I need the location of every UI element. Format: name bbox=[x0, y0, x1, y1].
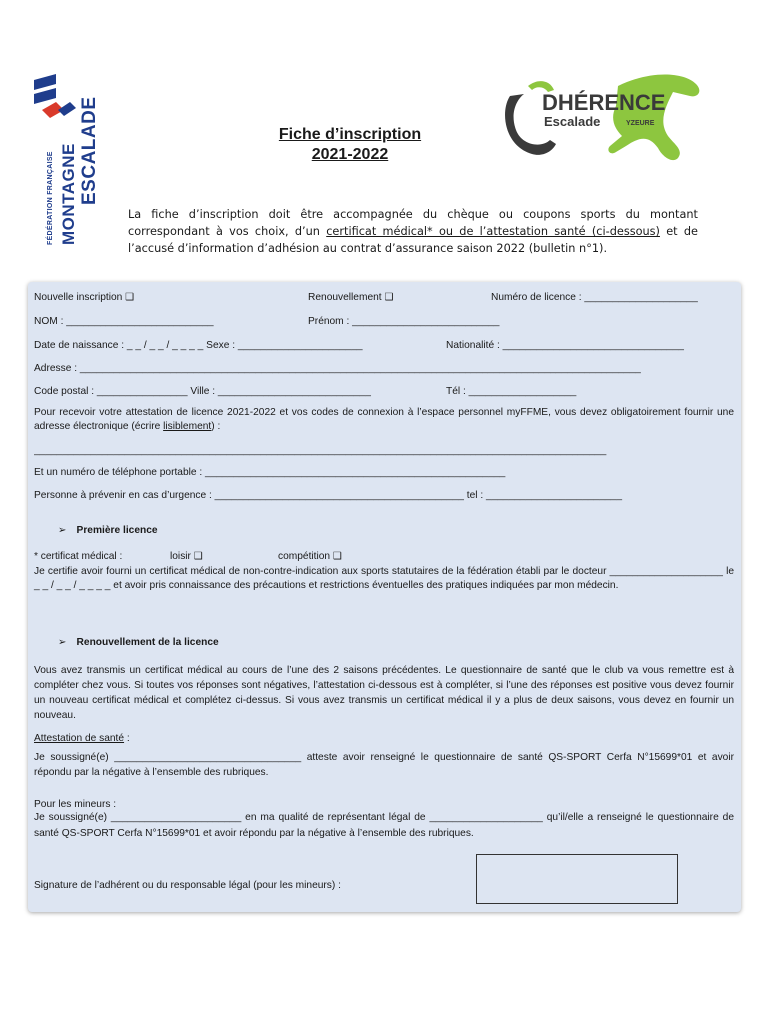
intro-paragraph bbox=[128, 206, 698, 257]
competition-checkbox[interactable]: compétition ❑ bbox=[278, 551, 343, 562]
premiere-licence-title: Première licence bbox=[76, 525, 158, 536]
page-title bbox=[230, 125, 470, 165]
intro-part-1: La fiche d’inscription doit être accompagnée du chèque ou coupons sports du montant correspondant à vos choix, d’un bbox=[128, 208, 698, 238]
certificat-medical-label: * certificat médical : bbox=[34, 551, 123, 562]
email-text-before: Pour recevoir votre attestation de licence 2021-2022 et vos codes de connexion à l’espace personnel myFFME, vous devez obligatoirement fournir une adresse électronique (écrire bbox=[34, 407, 734, 432]
title-line-2: 2021-2022 bbox=[311, 146, 389, 163]
renouvellement-title: Renouvellement de la licence bbox=[76, 637, 219, 648]
email-field[interactable]: _____________________________________________________________________________________________________ bbox=[34, 445, 607, 456]
attestation-text: Je soussigné(e) _________________________________ atteste avoir renseigné le questionnaire de santé QS-SPORT Cerfa N°15699*01 et avoir répondu par la négative à l’ensemble des rubriques. bbox=[34, 752, 734, 778]
adherence-logo bbox=[498, 66, 708, 166]
ffme-line-3: ESCALADE bbox=[79, 96, 100, 205]
attestation-heading bbox=[34, 732, 130, 745]
ffme-line-1: FÉDÉRATION FRANÇAISE bbox=[47, 151, 54, 245]
premiere-licence-heading bbox=[58, 525, 158, 536]
telephone-portable-field[interactable]: Et un numéro de téléphone portable : _____________________________________________________ bbox=[34, 467, 506, 478]
attestation-title: Attestation de santé bbox=[34, 733, 125, 744]
attestation-colon: : bbox=[124, 733, 130, 744]
adherence-place: YZEURE bbox=[626, 120, 655, 127]
code-postal-ville-field[interactable]: Code postal : ________________ Ville : ___________________________ bbox=[34, 386, 371, 397]
title-line-1: Fiche d’inscription bbox=[278, 126, 422, 143]
adherence-name: DHÉRENCE bbox=[542, 90, 666, 115]
renouvellement-text: Vous avez transmis un certificat médical au cours de l’une des 2 saisons précédentes. Le questionnaire de santé que le club va vous remettre est à compléter chez vous. Si toutes vos réponses sont négatives, l’attestation ci-dessous est à compléter, si l’une des réponses est positive vous devez fournir un nouveau certificat médical et complétez ci-dessus. Si vous avez transmis un certificat médical il y a plus de deux saisons, vous devez en fournir un nouveau. bbox=[34, 665, 734, 721]
signature-box[interactable] bbox=[476, 854, 678, 904]
form-panel bbox=[28, 282, 741, 912]
arrow-icon: ➢ bbox=[58, 637, 67, 648]
adherence-sub: Escalade bbox=[544, 114, 601, 129]
intro-underlined: certificat médical* ou de l’attestation santé (ci-dessous) bbox=[326, 225, 660, 238]
renouvellement-heading bbox=[58, 637, 219, 648]
personne-prevenir-field[interactable]: Personne à prévenir en cas d’urgence : ____________________________________________ tel : ________________________ bbox=[34, 490, 623, 501]
email-instructions bbox=[34, 406, 734, 433]
tel-field[interactable]: Tél : ___________________ bbox=[446, 386, 577, 397]
ffme-text-block bbox=[40, 40, 110, 245]
nom-field[interactable]: NOM : __________________________ bbox=[34, 316, 214, 327]
intro-part-2: et de l’accusé d’information d’adhésion au contrat d’assurance saison 2022 (bulletin n°1). bbox=[128, 225, 698, 255]
mineurs-text: Je soussigné(e) _______________________ en ma qualité de représentant légal de ____________________ qu’il/elle a renseigné le questionnaire de santé QS-SPORT Cerfa N°15699*01 et avoir répondu par la négative à l’ensemble des rubriques. bbox=[34, 812, 734, 839]
renouvellement-checkbox[interactable]: Renouvellement ❑ bbox=[308, 292, 394, 303]
mineurs-heading: Pour les mineurs : bbox=[34, 799, 117, 810]
ffme-line-2: MONTAGNE bbox=[59, 143, 78, 245]
numero-licence-field[interactable]: Numéro de licence : ____________________ bbox=[491, 292, 698, 303]
adresse-field[interactable]: Adresse : ___________________________________________________________________________________________________ bbox=[34, 363, 641, 374]
gecko-icon bbox=[608, 74, 699, 160]
nationalite-field[interactable]: Nationalité : ________________________________ bbox=[446, 340, 684, 351]
date-naissance-sexe-field[interactable]: Date de naissance : _ _ / _ _ / _ _ _ _ Sexe : ______________________ bbox=[34, 340, 363, 351]
email-underlined: lisiblement bbox=[163, 420, 212, 432]
signature-label: Signature de l’adhérent ou du responsable légal (pour les mineurs) : bbox=[34, 880, 341, 891]
premiere-licence-text: Je certifie avoir fourni un certificat médical de non-contre-indication aux sports statutaires de la fédération établi par le docteur ____________________ le _ _ / _ _ / _ _ _ _ et avoir pris connaissance des précautions et restrictions éventuelles des pratiques indiquées par mon médecin. bbox=[34, 566, 734, 591]
email-text-after: ) : bbox=[211, 420, 221, 432]
arrow-icon: ➢ bbox=[58, 525, 67, 536]
prenom-field[interactable]: Prénom : __________________________ bbox=[308, 316, 500, 327]
loisir-checkbox[interactable]: loisir ❑ bbox=[170, 551, 203, 562]
nouvelle-inscription-checkbox[interactable]: Nouvelle inscription ❑ bbox=[34, 292, 135, 303]
